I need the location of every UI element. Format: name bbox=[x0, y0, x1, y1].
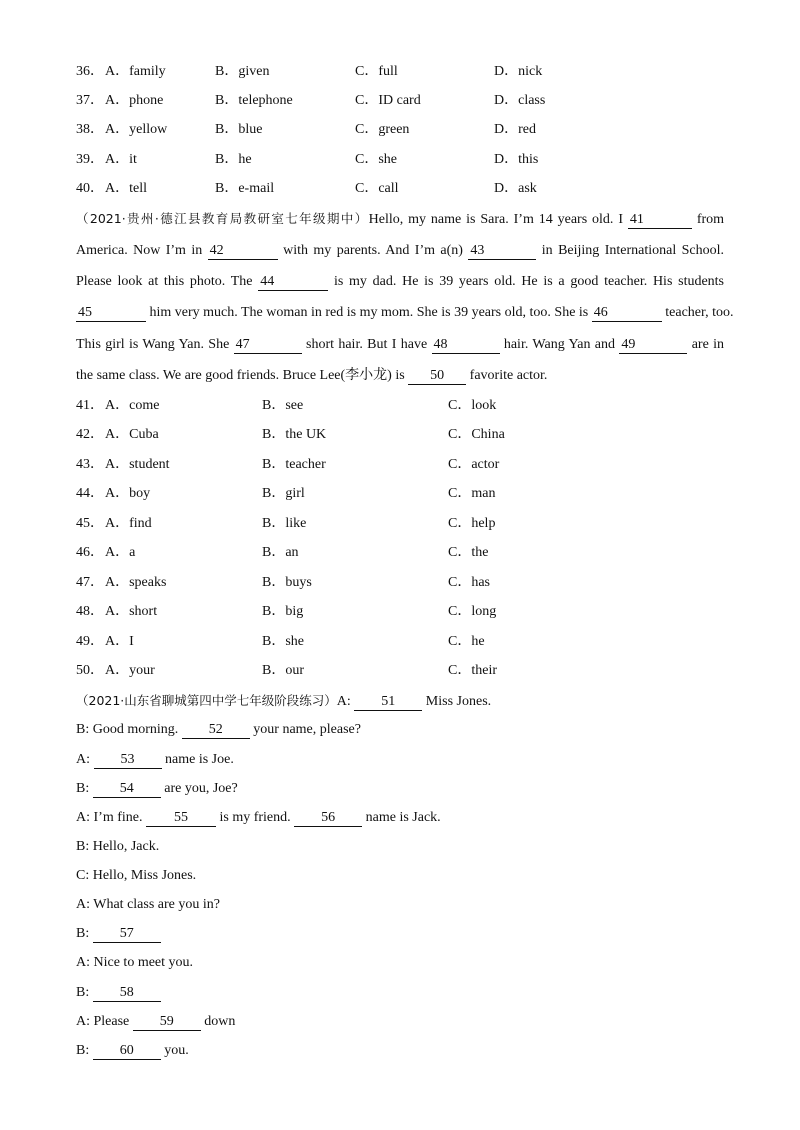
option-c: C．ID card bbox=[355, 93, 421, 108]
dialogue-text: Miss Jones. bbox=[425, 694, 492, 709]
option-a: A．Cuba bbox=[105, 427, 159, 442]
option-a: A．tell bbox=[105, 181, 147, 196]
option-b: B．he bbox=[215, 152, 252, 167]
blank-49[interactable]: 49 bbox=[619, 337, 687, 354]
option-b: B．girl bbox=[262, 486, 305, 501]
dialogue-line bbox=[76, 1012, 235, 1032]
option-c: C．China bbox=[448, 427, 505, 442]
option-a: A．student bbox=[105, 457, 170, 472]
option-a: A．yellow bbox=[105, 122, 168, 137]
source-label: （2021·山东省聊城第四中学七年级阶段练习） bbox=[76, 693, 337, 708]
passage-text: Hello, my name is Sara. I’m 14 years old. I bbox=[368, 212, 623, 227]
option-a: A．come bbox=[105, 398, 160, 413]
dialogue-line bbox=[76, 983, 161, 1003]
passage-line bbox=[76, 241, 724, 261]
passage-text: America. Now I’m in bbox=[76, 243, 203, 258]
option-d: D．this bbox=[494, 152, 539, 167]
question-number: 47． bbox=[76, 575, 104, 590]
blank-45[interactable]: 45 bbox=[76, 305, 146, 322]
blank-53[interactable]: 53 bbox=[94, 752, 162, 769]
blank-42[interactable]: 42 bbox=[208, 243, 278, 260]
dialogue-line bbox=[76, 691, 491, 711]
passage-text: the same class. We are good friends. Bruce Lee(李小龙) is bbox=[76, 368, 405, 383]
question-number: 48． bbox=[76, 604, 104, 619]
question-number: 41． bbox=[76, 398, 104, 413]
dialogue-text: A: I’m fine. bbox=[76, 810, 143, 825]
passage-line bbox=[76, 209, 724, 229]
option-c: C．call bbox=[355, 181, 399, 196]
option-b: B．like bbox=[262, 516, 307, 531]
dialogue-line bbox=[76, 720, 361, 740]
passage-line bbox=[76, 272, 724, 292]
option-c: C．long bbox=[448, 604, 497, 619]
option-b: B．given bbox=[215, 64, 270, 79]
dialogue-text: A: bbox=[336, 694, 351, 709]
option-b: B．buys bbox=[262, 575, 312, 590]
blank-59[interactable]: 59 bbox=[133, 1014, 201, 1031]
passage-text: him very much. The woman in red is my mom. She is 39 years old, too. She is bbox=[149, 305, 589, 320]
dialogue-text: down bbox=[204, 1014, 236, 1029]
blank-60[interactable]: 60 bbox=[93, 1043, 161, 1060]
cloze-passage bbox=[76, 209, 734, 389]
blank-52[interactable]: 52 bbox=[182, 722, 250, 739]
question-number: 45． bbox=[76, 516, 104, 531]
question-number: 38． bbox=[76, 122, 104, 137]
blank-43[interactable]: 43 bbox=[468, 243, 536, 260]
dialogue-line bbox=[76, 808, 441, 828]
passage-text: teacher, too. bbox=[665, 305, 734, 320]
passage-text: hair. Wang Yan and bbox=[503, 337, 616, 352]
question-number: 50． bbox=[76, 663, 104, 678]
dialogue-line: B: Hello, Jack. bbox=[76, 839, 160, 854]
option-b: B．the UK bbox=[262, 427, 327, 442]
option-a: A．your bbox=[105, 663, 155, 678]
blank-58[interactable]: 58 bbox=[93, 985, 161, 1002]
question-number: 43． bbox=[76, 457, 104, 472]
dialogue-text: name is Joe. bbox=[165, 752, 234, 767]
dialogue-text: B: bbox=[76, 926, 90, 941]
passage-line bbox=[76, 303, 734, 323]
option-b: B．teacher bbox=[262, 457, 326, 472]
passage-text: with my parents. And I’m a(n) bbox=[283, 243, 463, 258]
option-a: A．I bbox=[105, 634, 134, 649]
blank-41[interactable]: 41 bbox=[628, 212, 692, 229]
option-d: D．nick bbox=[494, 64, 543, 79]
option-c: C．help bbox=[448, 516, 496, 531]
blank-47[interactable]: 47 bbox=[234, 337, 302, 354]
dialogue-line bbox=[76, 779, 238, 799]
dialogue-text: is my friend. bbox=[219, 810, 291, 825]
question-number: 49． bbox=[76, 634, 104, 649]
option-a: A．speaks bbox=[105, 575, 167, 590]
option-b: B．she bbox=[262, 634, 304, 649]
dialogue-line: A: Nice to meet you. bbox=[76, 955, 194, 970]
option-d: D．red bbox=[494, 122, 536, 137]
option-a: A．boy bbox=[105, 486, 151, 501]
dialogue-line bbox=[76, 1041, 189, 1061]
question-number: 42． bbox=[76, 427, 104, 442]
passage-text: in Beijing International School. bbox=[541, 243, 725, 258]
passage-text: short hair. But I have bbox=[306, 337, 428, 352]
option-b: B．telephone bbox=[215, 93, 293, 108]
option-c: C．he bbox=[448, 634, 485, 649]
option-c: C．she bbox=[355, 152, 397, 167]
passage-text: This girl is Wang Yan. She bbox=[76, 337, 230, 352]
dialogue-line bbox=[76, 750, 234, 770]
dialogue-line: A: What class are you in? bbox=[76, 897, 220, 912]
option-b: B．blue bbox=[215, 122, 263, 137]
dialogue-text: your name, please? bbox=[253, 722, 361, 737]
option-c: C．their bbox=[448, 663, 497, 678]
question-number: 40． bbox=[76, 181, 104, 196]
dialogue-text: A: Please bbox=[76, 1014, 130, 1029]
passage-text: from bbox=[696, 212, 725, 227]
option-c: C．man bbox=[448, 486, 496, 501]
option-a: A．find bbox=[105, 516, 152, 531]
dialogue-text: A: bbox=[76, 752, 90, 767]
question-number: 39． bbox=[76, 152, 104, 167]
option-a: A．it bbox=[105, 152, 137, 167]
dialogue-text: B: bbox=[76, 1043, 90, 1058]
option-b: B．an bbox=[262, 545, 299, 560]
option-c: C．full bbox=[355, 64, 398, 79]
option-b: B．our bbox=[262, 663, 304, 678]
option-c: C．actor bbox=[448, 457, 500, 472]
blank-55[interactable]: 55 bbox=[146, 810, 216, 827]
option-c: C．look bbox=[448, 398, 497, 413]
option-d: D．class bbox=[494, 93, 546, 108]
option-a: A．short bbox=[105, 604, 158, 619]
passage-line bbox=[76, 335, 724, 355]
option-b: B．see bbox=[262, 398, 304, 413]
question-number: 37． bbox=[76, 93, 104, 108]
passage-text: is my dad. He is 39 years old. He is a good teacher. His students bbox=[333, 274, 725, 289]
option-a: A．family bbox=[105, 64, 166, 79]
blank-51[interactable]: 51 bbox=[354, 694, 422, 711]
dialogue-line bbox=[76, 924, 161, 944]
option-a: A．phone bbox=[105, 93, 164, 108]
dialogue-text: name is Jack. bbox=[365, 810, 441, 825]
option-a: A．a bbox=[105, 545, 136, 560]
passage-text: are in bbox=[691, 337, 725, 352]
blank-44[interactable]: 44 bbox=[258, 274, 328, 291]
dialogue-text: B: Good morning. bbox=[76, 722, 179, 737]
dialogue-text: are you, Joe? bbox=[164, 781, 238, 796]
blank-50[interactable]: 50 bbox=[408, 368, 466, 385]
option-b: B．big bbox=[262, 604, 304, 619]
option-c: C．has bbox=[448, 575, 490, 590]
dialogue-text: B: bbox=[76, 985, 90, 1000]
passage-line bbox=[76, 366, 724, 386]
blank-56[interactable]: 56 bbox=[294, 810, 362, 827]
question-number: 36． bbox=[76, 64, 104, 79]
dialogue-text: you. bbox=[164, 1043, 189, 1058]
passage-text: Please look at this photo. The bbox=[76, 274, 253, 289]
dialogue-text: B: bbox=[76, 781, 90, 796]
passage-text: favorite actor. bbox=[469, 368, 548, 383]
blank-57[interactable]: 57 bbox=[93, 926, 161, 943]
question-number: 46． bbox=[76, 545, 104, 560]
blank-46[interactable]: 46 bbox=[592, 305, 662, 322]
option-d: D．ask bbox=[494, 181, 537, 196]
blank-54[interactable]: 54 bbox=[93, 781, 161, 798]
dialogue-line: C: Hello, Miss Jones. bbox=[76, 868, 197, 883]
blank-48[interactable]: 48 bbox=[432, 337, 500, 354]
option-b: B．e-mail bbox=[215, 181, 275, 196]
option-c: C．green bbox=[355, 122, 410, 137]
source-label: （2021·贵州·德江县教育局教研室七年级期中） bbox=[76, 211, 369, 226]
option-c: C．the bbox=[448, 545, 489, 560]
question-number: 44． bbox=[76, 486, 104, 501]
